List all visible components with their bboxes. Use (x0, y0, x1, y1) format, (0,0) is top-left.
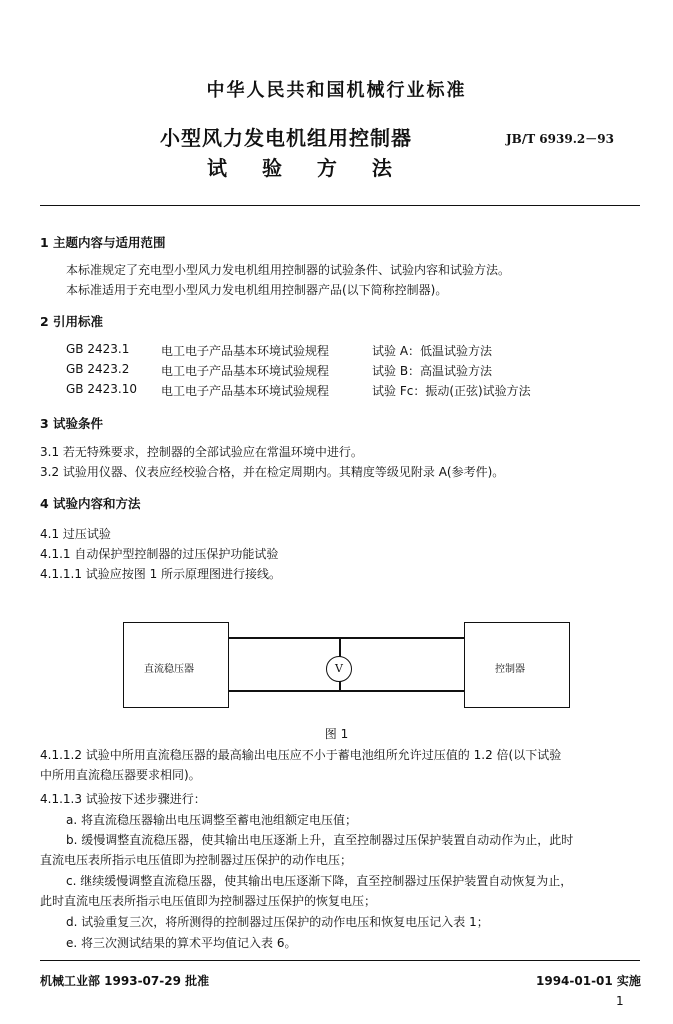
reference-test: 试验 B：高温试验方法 (372, 364, 493, 378)
section-4-heading: 4 试验内容和方法 (40, 496, 141, 511)
document-subtitle: 试 验 方 法 (207, 156, 406, 180)
reference-code: GB 2423.1 (66, 342, 130, 356)
approval-date: 机械工业部 1993-07-29 批准 (40, 974, 210, 988)
section-1-paragraph-1: 本标准规定了充电型小型风力发电机组用控制器的试验条件、试验内容和试验方法。 (66, 263, 511, 277)
reference-name: 电工电子产品基本环境试验规程 (161, 344, 330, 358)
section-3-heading: 3 试验条件 (40, 416, 104, 431)
standard-number: JB/T 6939.2－93 (506, 132, 614, 146)
figure-caption: 图 1 (324, 727, 349, 741)
clause-4-1-1-3: 4.1.1.3 试验按下述步骤进行： (40, 792, 206, 806)
reference-code: GB 2423.2 (66, 362, 130, 376)
effective-date: 1994-01-01 实施 (536, 974, 641, 988)
clause-4-1-1: 4.1.1 自动保护型控制器的过压保护功能试验 (40, 547, 279, 561)
clause-3-2: 3.2 试验用仪器、仪表应经校验合格，并在检定周期内。其精度等级见附录 A(参考件)。 (40, 465, 505, 479)
dc-regulator-label: 直流稳压器 (144, 664, 194, 675)
reference-test: 试验 A：低温试验方法 (372, 344, 493, 358)
step-b: b. 缓慢调整直流稳压器，使其输出电压逐渐上升，直至控制器过压保护装置自动动作为止，此时 (66, 833, 574, 847)
footer-divider (40, 960, 640, 961)
page-number: 1 (616, 994, 624, 1008)
clause-4-1-1-1: 4.1.1.1 试验应按图 1 所示原理图进行接线。 (40, 567, 282, 581)
reference-test: 试验 Fc：振动(正弦)试验方法 (372, 384, 531, 398)
reference-name: 电工电子产品基本环境试验规程 (161, 364, 330, 378)
step-e: e. 将三次测试结果的算术平均值记入表 6。 (66, 936, 297, 950)
voltmeter-icon: V (326, 656, 352, 682)
step-c: c. 继续缓慢调整直流稳压器，使其输出电压逐渐下降，直至控制器过压保护装置自动恢复为止， (66, 874, 573, 888)
step-b-cont: 直流电压表所指示电压值即为控制器过压保护的动作电压； (40, 853, 353, 867)
dc-regulator-box (123, 622, 229, 708)
controller-box (464, 622, 570, 708)
clause-4-1: 4.1 过压试验 (40, 527, 111, 541)
reference-name: 电工电子产品基本环境试验规程 (161, 384, 330, 398)
header-divider (40, 205, 640, 206)
bottom-wire (227, 690, 464, 692)
issuing-standard-header: 中华人民共和国机械行业标准 (206, 80, 467, 101)
section-1-heading: 1 主题内容与适用范围 (40, 235, 166, 250)
top-wire (227, 637, 464, 639)
document-title: 小型风力发电机组用控制器 (160, 126, 412, 150)
clause-4-1-1-2-cont: 中所用直流稳压器要求相同)。 (40, 768, 201, 782)
step-d: d. 试验重复三次，将所测得的控制器过压保护的动作电压和恢复电压记入表 1； (66, 915, 489, 929)
reference-code: GB 2423.10 (66, 382, 137, 396)
clause-3-1: 3.1 若无特殊要求，控制器的全部试验应在常温环境中进行。 (40, 445, 363, 459)
section-2-heading: 2 引用标准 (40, 314, 104, 329)
clause-4-1-1-2: 4.1.1.2 试验中所用直流稳压器的最高输出电压应不小于蓄电池组所允许过压值的 1.2 倍(以下试验 (40, 748, 562, 762)
step-a: a. 将直流稳压器输出电压调整至蓄电池组额定电压值； (66, 813, 357, 827)
section-1-paragraph-2: 本标准适用于充电型小型风力发电机组用控制器产品(以下简称控制器)。 (66, 283, 448, 297)
step-c-cont: 此时直流电压表所指示电压值即为控制器过压保护的恢复电压； (40, 894, 377, 908)
controller-label: 控制器 (495, 664, 525, 675)
